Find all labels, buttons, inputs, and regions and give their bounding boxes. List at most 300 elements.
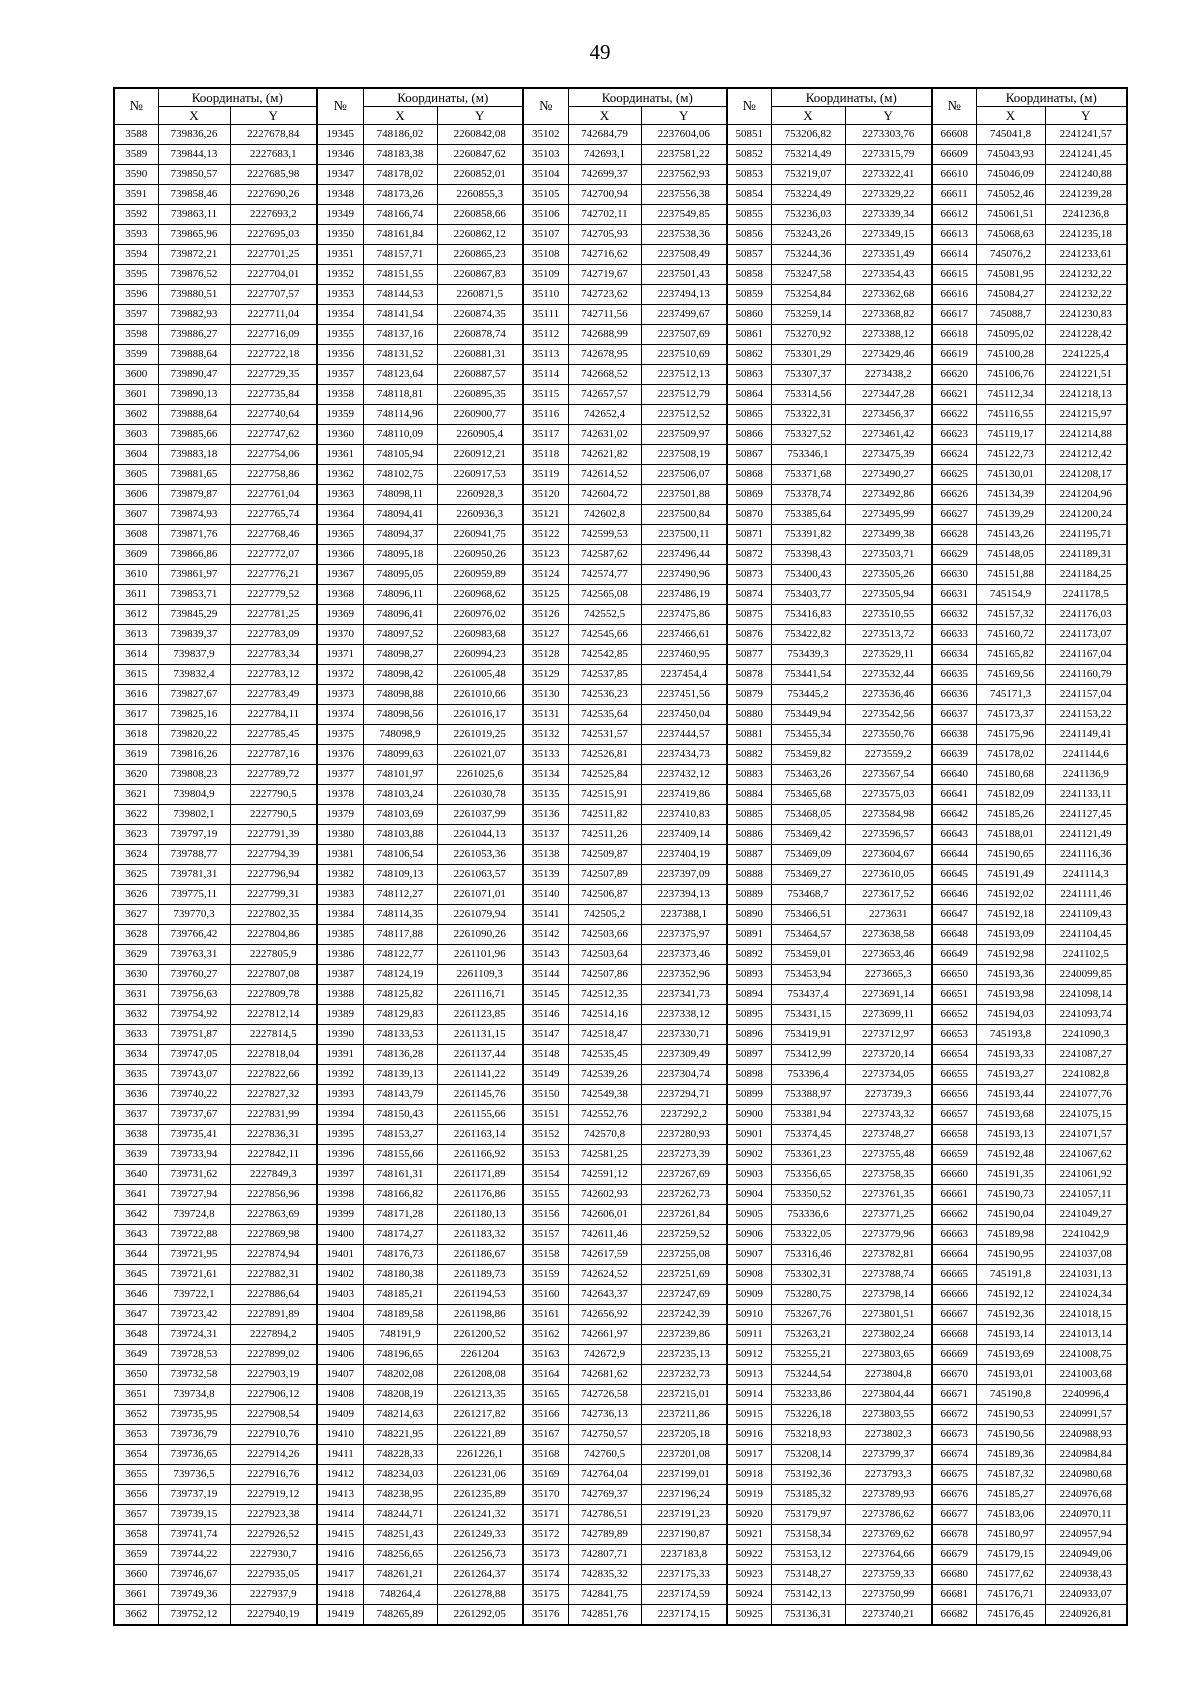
- coord-y: 2241173,07: [1045, 625, 1127, 645]
- coord-y: 2241157,04: [1045, 685, 1127, 705]
- point-number: 50909: [727, 1285, 771, 1305]
- point-number: 66648: [932, 925, 976, 945]
- coord-x: 739858,46: [158, 185, 230, 205]
- point-number: 66615: [932, 265, 976, 285]
- coord-x: 745193,98: [976, 985, 1045, 1005]
- header-y-4: Y: [845, 107, 932, 125]
- coord-y: 2261109,3: [437, 965, 523, 985]
- point-number: 66643: [932, 825, 976, 845]
- coord-y: 2227930,7: [230, 1545, 317, 1565]
- coord-y: 2237373,46: [641, 945, 727, 965]
- coord-y: 2261189,73: [437, 1265, 523, 1285]
- table-row: [114, 345, 1127, 365]
- point-number: 19392: [317, 1065, 363, 1085]
- point-number: 19356: [317, 345, 363, 365]
- coord-x: 753243,26: [771, 225, 845, 245]
- point-number: 3607: [114, 505, 158, 525]
- coord-y: 2273575,03: [845, 785, 932, 805]
- coord-x: 753247,58: [771, 265, 845, 285]
- coord-y: 2237581,22: [641, 145, 727, 165]
- coord-y: 2273490,27: [845, 465, 932, 485]
- point-number: 35167: [523, 1425, 568, 1445]
- coord-y: 2227790,5: [230, 785, 317, 805]
- point-number: 35110: [523, 285, 568, 305]
- coord-y: 2260871,5: [437, 285, 523, 305]
- point-number: 66636: [932, 685, 976, 705]
- point-number: 19357: [317, 365, 363, 385]
- coord-y: 2237352,96: [641, 965, 727, 985]
- coord-y: 2273388,12: [845, 325, 932, 345]
- point-number: 66649: [932, 945, 976, 965]
- coord-y: 2227903,19: [230, 1365, 317, 1385]
- coord-y: 2227910,76: [230, 1425, 317, 1445]
- coord-x: 753374,45: [771, 1125, 845, 1145]
- coord-x: 748151,55: [363, 265, 437, 285]
- point-number: 3653: [114, 1425, 158, 1445]
- coord-y: 2227799,31: [230, 885, 317, 905]
- coord-y: 2273339,34: [845, 205, 932, 225]
- point-number: 19349: [317, 205, 363, 225]
- coord-x: 753244,36: [771, 245, 845, 265]
- header-x-2: X: [363, 107, 437, 125]
- coord-x: 739749,36: [158, 1585, 230, 1605]
- point-number: 35158: [523, 1245, 568, 1265]
- coord-y: 2227906,12: [230, 1385, 317, 1405]
- point-number: 66677: [932, 1505, 976, 1525]
- coord-x: 753263,21: [771, 1325, 845, 1345]
- page-number: 49: [589, 40, 611, 64]
- point-number: 50878: [727, 665, 771, 685]
- coord-x: 739804,9: [158, 785, 230, 805]
- point-number: 50882: [727, 745, 771, 765]
- coord-x: 742631,02: [568, 425, 641, 445]
- point-number: 50890: [727, 905, 771, 925]
- coord-x: 739721,61: [158, 1265, 230, 1285]
- coord-y: 2273803,55: [845, 1405, 932, 1425]
- coord-x: 739844,13: [158, 145, 230, 165]
- point-number: 50921: [727, 1525, 771, 1545]
- point-number: 50899: [727, 1085, 771, 1105]
- coord-x: 742851,76: [568, 1605, 641, 1626]
- coord-x: 753441,54: [771, 665, 845, 685]
- coord-x: 748114,96: [363, 405, 437, 425]
- coord-y: 2273803,65: [845, 1345, 932, 1365]
- coord-y: 2273542,56: [845, 705, 932, 725]
- coord-y: 2261005,48: [437, 665, 523, 685]
- coord-y: 2273801,51: [845, 1305, 932, 1325]
- coord-y: 2241061,92: [1045, 1165, 1127, 1185]
- coord-y: 2241184,25: [1045, 565, 1127, 585]
- coord-x: 745192,18: [976, 905, 1045, 925]
- coord-x: 739737,19: [158, 1485, 230, 1505]
- coord-x: 739722,1: [158, 1285, 230, 1305]
- point-number: 35159: [523, 1265, 568, 1285]
- point-number: 50903: [727, 1165, 771, 1185]
- coord-y: 2227863,69: [230, 1205, 317, 1225]
- point-number: 3618: [114, 725, 158, 745]
- coord-x: 742511,82: [568, 805, 641, 825]
- point-number: 50924: [727, 1585, 771, 1605]
- coord-x: 739754,92: [158, 1005, 230, 1025]
- coord-x: 748153,27: [363, 1125, 437, 1145]
- coord-x: 748122,77: [363, 945, 437, 965]
- point-number: 19405: [317, 1325, 363, 1345]
- coord-y: 2237375,97: [641, 925, 727, 945]
- coord-x: 753388,97: [771, 1085, 845, 1105]
- point-number: 50860: [727, 305, 771, 325]
- table-row: [114, 725, 1127, 745]
- point-number: 3647: [114, 1305, 158, 1325]
- point-number: 3615: [114, 665, 158, 685]
- table-row: [114, 745, 1127, 765]
- coord-y: 2273461,42: [845, 425, 932, 445]
- table-row: [114, 1005, 1127, 1025]
- point-number: 3646: [114, 1285, 158, 1305]
- coord-x: 748185,21: [363, 1285, 437, 1305]
- coord-x: 742672,9: [568, 1345, 641, 1365]
- point-number: 3617: [114, 705, 158, 725]
- point-number: 35157: [523, 1225, 568, 1245]
- point-number: 35155: [523, 1185, 568, 1205]
- point-number: 35145: [523, 985, 568, 1005]
- point-number: 50904: [727, 1185, 771, 1205]
- coord-y: 2227685,98: [230, 165, 317, 185]
- coord-y: 2227827,32: [230, 1085, 317, 1105]
- coord-y: 2241042,9: [1045, 1225, 1127, 1245]
- point-number: 35117: [523, 425, 568, 445]
- coord-y: 2261037,99: [437, 805, 523, 825]
- coord-y: 2273362,68: [845, 285, 932, 305]
- coord-y: 2237460,95: [641, 645, 727, 665]
- coord-y: 2261166,92: [437, 1145, 523, 1165]
- coord-x: 745041,8: [976, 125, 1045, 145]
- coord-y: 2240957,94: [1045, 1525, 1127, 1545]
- coord-x: 742841,75: [568, 1585, 641, 1605]
- coord-x: 753214,49: [771, 145, 845, 165]
- coord-y: 2237394,13: [641, 885, 727, 905]
- coord-x: 748234,03: [363, 1465, 437, 1485]
- coord-x: 745193,44: [976, 1085, 1045, 1105]
- point-number: 35133: [523, 745, 568, 765]
- coord-y: 2261231,06: [437, 1465, 523, 1485]
- coord-y: 2273456,37: [845, 405, 932, 425]
- coord-x: 745189,36: [976, 1445, 1045, 1465]
- coord-y: 2227836,31: [230, 1125, 317, 1145]
- coord-x: 739735,41: [158, 1125, 230, 1145]
- coord-y: 2237174,15: [641, 1605, 727, 1626]
- coord-x: 742656,92: [568, 1305, 641, 1325]
- coord-y: 2237450,04: [641, 705, 727, 725]
- point-number: 19387: [317, 965, 363, 985]
- coord-x: 745143,26: [976, 525, 1045, 545]
- coord-y: 2237509,97: [641, 425, 727, 445]
- point-number: 35169: [523, 1465, 568, 1485]
- coord-x: 745043,93: [976, 145, 1045, 165]
- coord-y: 2260912,21: [437, 445, 523, 465]
- coord-y: 2273631: [845, 905, 932, 925]
- coord-x: 739879,87: [158, 485, 230, 505]
- coord-x: 753185,32: [771, 1485, 845, 1505]
- point-number: 35172: [523, 1525, 568, 1545]
- coord-y: 2273653,46: [845, 945, 932, 965]
- point-number: 3591: [114, 185, 158, 205]
- coord-x: 748129,83: [363, 1005, 437, 1025]
- coord-x: 745192,98: [976, 945, 1045, 965]
- table-row: [114, 585, 1127, 605]
- coord-x: 742503,66: [568, 925, 641, 945]
- point-number: 66675: [932, 1465, 976, 1485]
- point-number: 66654: [932, 1045, 976, 1065]
- coord-x: 739740,22: [158, 1085, 230, 1105]
- point-number: 3639: [114, 1145, 158, 1165]
- point-number: 3600: [114, 365, 158, 385]
- coord-y: 2261079,94: [437, 905, 523, 925]
- coord-x: 745185,27: [976, 1485, 1045, 1505]
- coord-x: 748098,88: [363, 685, 437, 705]
- coord-x: 748214,63: [363, 1405, 437, 1425]
- point-number: 35171: [523, 1505, 568, 1525]
- point-number: 19353: [317, 285, 363, 305]
- coord-x: 748106,54: [363, 845, 437, 865]
- coord-y: 2261292,05: [437, 1605, 523, 1626]
- coord-y: 2260950,26: [437, 545, 523, 565]
- coord-y: 2237304,74: [641, 1065, 727, 1085]
- coord-x: 739827,67: [158, 685, 230, 705]
- coord-y: 2237454,4: [641, 665, 727, 685]
- coord-y: 2241221,51: [1045, 365, 1127, 385]
- coord-y: 2237512,52: [641, 405, 727, 425]
- coord-x: 753469,42: [771, 825, 845, 845]
- coord-y: 2273748,27: [845, 1125, 932, 1145]
- point-number: 66637: [932, 705, 976, 725]
- point-number: 50866: [727, 425, 771, 445]
- coord-x: 748098,27: [363, 645, 437, 665]
- table-row: [114, 1325, 1127, 1345]
- point-number: 19352: [317, 265, 363, 285]
- coord-y: 2261010,66: [437, 685, 523, 705]
- coord-x: 739747,05: [158, 1045, 230, 1065]
- table-row: [114, 425, 1127, 445]
- coord-x: 739871,76: [158, 525, 230, 545]
- coord-x: 745179,15: [976, 1545, 1045, 1565]
- coord-y: 2241239,28: [1045, 185, 1127, 205]
- coord-x: 748186,02: [363, 125, 437, 145]
- point-number: 19359: [317, 405, 363, 425]
- coord-x: 742705,93: [568, 225, 641, 245]
- point-number: 66634: [932, 645, 976, 665]
- point-number: 3608: [114, 525, 158, 545]
- table-row: [114, 265, 1127, 285]
- coord-x: 745193,13: [976, 1125, 1045, 1145]
- coord-y: 2240099,85: [1045, 965, 1127, 985]
- point-number: 35142: [523, 925, 568, 945]
- coord-y: 2237262,73: [641, 1185, 727, 1205]
- coord-x: 739861,97: [158, 565, 230, 585]
- coord-y: 2227754,06: [230, 445, 317, 465]
- point-number: 50912: [727, 1345, 771, 1365]
- coord-y: 2237486,19: [641, 585, 727, 605]
- table-row: [114, 665, 1127, 685]
- coord-x: 745193,01: [976, 1365, 1045, 1385]
- coord-x: 739775,11: [158, 885, 230, 905]
- table-row: [114, 445, 1127, 465]
- coord-y: 2227740,64: [230, 405, 317, 425]
- point-number: 35174: [523, 1565, 568, 1585]
- coord-x: 745119,17: [976, 425, 1045, 445]
- coord-y: 2261141,22: [437, 1065, 523, 1085]
- coord-y: 2237507,69: [641, 325, 727, 345]
- coord-x: 745190,95: [976, 1245, 1045, 1265]
- point-number: 19376: [317, 745, 363, 765]
- coord-x: 753327,52: [771, 425, 845, 445]
- coord-y: 2260905,4: [437, 425, 523, 445]
- coord-x: 748123,64: [363, 365, 437, 385]
- table-row: [114, 1465, 1127, 1485]
- point-number: 35152: [523, 1125, 568, 1145]
- coord-x: 745151,88: [976, 565, 1045, 585]
- table-row: [114, 1385, 1127, 1405]
- point-number: 19350: [317, 225, 363, 245]
- coord-x: 745193,27: [976, 1065, 1045, 1085]
- coord-x: 745182,09: [976, 785, 1045, 805]
- coord-x: 745189,98: [976, 1225, 1045, 1245]
- header-x-1: X: [158, 107, 230, 125]
- coord-x: 739724,31: [158, 1325, 230, 1345]
- header-coordinates-1: Координаты, (м): [158, 88, 317, 107]
- point-number: 3659: [114, 1545, 158, 1565]
- coord-y: 2227722,18: [230, 345, 317, 365]
- coord-x: 748137,16: [363, 325, 437, 345]
- table-row: [114, 845, 1127, 865]
- point-number: 3645: [114, 1265, 158, 1285]
- point-number: 3633: [114, 1025, 158, 1045]
- point-number: 19406: [317, 1345, 363, 1365]
- coord-y: 2237235,13: [641, 1345, 727, 1365]
- coord-y: 2227791,39: [230, 825, 317, 845]
- coord-x: 745188,01: [976, 825, 1045, 845]
- coord-y: 2241228,42: [1045, 325, 1127, 345]
- point-number: 50900: [727, 1105, 771, 1125]
- point-number: 35156: [523, 1205, 568, 1225]
- coord-y: 2227781,25: [230, 605, 317, 625]
- coord-y: 2237273,39: [641, 1145, 727, 1165]
- coord-y: 2237501,88: [641, 485, 727, 505]
- coord-y: 2227765,74: [230, 505, 317, 525]
- coord-x: 748095,18: [363, 545, 437, 565]
- point-number: 66660: [932, 1165, 976, 1185]
- coord-y: 2273322,41: [845, 165, 932, 185]
- coord-y: 2273617,52: [845, 885, 932, 905]
- coord-y: 2237280,93: [641, 1125, 727, 1145]
- coord-y: 2273712,97: [845, 1025, 932, 1045]
- point-number: 50853: [727, 165, 771, 185]
- coord-x: 748097,52: [363, 625, 437, 645]
- point-number: 19400: [317, 1225, 363, 1245]
- coord-y: 2227790,5: [230, 805, 317, 825]
- coord-y: 2227716,09: [230, 325, 317, 345]
- point-number: 50920: [727, 1505, 771, 1525]
- coord-y: 2227701,25: [230, 245, 317, 265]
- coord-y: 2237309,49: [641, 1045, 727, 1065]
- table-row: [114, 905, 1127, 925]
- point-number: 50865: [727, 405, 771, 425]
- coord-x: 742681,62: [568, 1365, 641, 1385]
- coord-y: 2273495,99: [845, 505, 932, 525]
- point-number: 3632: [114, 1005, 158, 1025]
- coord-y: 2241160,79: [1045, 665, 1127, 685]
- coord-y: 2273665,3: [845, 965, 932, 985]
- point-number: 19373: [317, 685, 363, 705]
- point-number: 66655: [932, 1065, 976, 1085]
- coord-x: 748264,4: [363, 1585, 437, 1605]
- coord-x: 748176,73: [363, 1245, 437, 1265]
- coord-x: 745194,03: [976, 1005, 1045, 1025]
- table-row: [114, 925, 1127, 945]
- point-number: 66672: [932, 1405, 976, 1425]
- table-row: [114, 1445, 1127, 1465]
- table-row: [114, 805, 1127, 825]
- coord-x: 742711,56: [568, 305, 641, 325]
- point-number: 66666: [932, 1285, 976, 1305]
- coord-y: 2227761,04: [230, 485, 317, 505]
- point-number: 35119: [523, 465, 568, 485]
- point-number: 19418: [317, 1585, 363, 1605]
- coord-x: 739735,95: [158, 1405, 230, 1425]
- coord-y: 2237410,83: [641, 805, 727, 825]
- coord-x: 739850,57: [158, 165, 230, 185]
- coord-y: 2261249,33: [437, 1525, 523, 1545]
- coord-x: 748174,27: [363, 1225, 437, 1245]
- point-number: 66681: [932, 1585, 976, 1605]
- coord-y: 2237444,57: [641, 725, 727, 745]
- coord-y: 2237205,18: [641, 1425, 727, 1445]
- point-number: 66673: [932, 1425, 976, 1445]
- point-number: 3589: [114, 145, 158, 165]
- coord-x: 748096,41: [363, 605, 437, 625]
- point-number: 19381: [317, 845, 363, 865]
- coord-x: 753350,52: [771, 1185, 845, 1205]
- table-row: [114, 365, 1127, 385]
- coord-x: 742581,25: [568, 1145, 641, 1165]
- coord-y: 2241144,6: [1045, 745, 1127, 765]
- table-row: [114, 885, 1127, 905]
- point-number: 3619: [114, 745, 158, 765]
- coord-x: 742602,8: [568, 505, 641, 525]
- point-number: 19389: [317, 1005, 363, 1025]
- point-number: 3631: [114, 985, 158, 1005]
- point-number: 3655: [114, 1465, 158, 1485]
- coord-x: 745100,28: [976, 345, 1045, 365]
- coord-y: 2241189,31: [1045, 545, 1127, 565]
- coord-y: 2260936,3: [437, 505, 523, 525]
- coord-x: 739721,95: [158, 1245, 230, 1265]
- coord-y: 2241195,71: [1045, 525, 1127, 545]
- point-number: 19408: [317, 1385, 363, 1405]
- point-number: 3625: [114, 865, 158, 885]
- coord-x: 742512,35: [568, 985, 641, 1005]
- coord-y: 2237397,09: [641, 865, 727, 885]
- coord-x: 748114,35: [363, 905, 437, 925]
- coord-x: 742574,77: [568, 565, 641, 585]
- coord-y: 2237242,39: [641, 1305, 727, 1325]
- point-number: 66621: [932, 385, 976, 405]
- coord-x: 753224,49: [771, 185, 845, 205]
- point-number: 19396: [317, 1145, 363, 1165]
- point-number: 3656: [114, 1485, 158, 1505]
- point-number: 35121: [523, 505, 568, 525]
- coord-y: 2237562,93: [641, 165, 727, 185]
- coord-y: 2273734,05: [845, 1065, 932, 1085]
